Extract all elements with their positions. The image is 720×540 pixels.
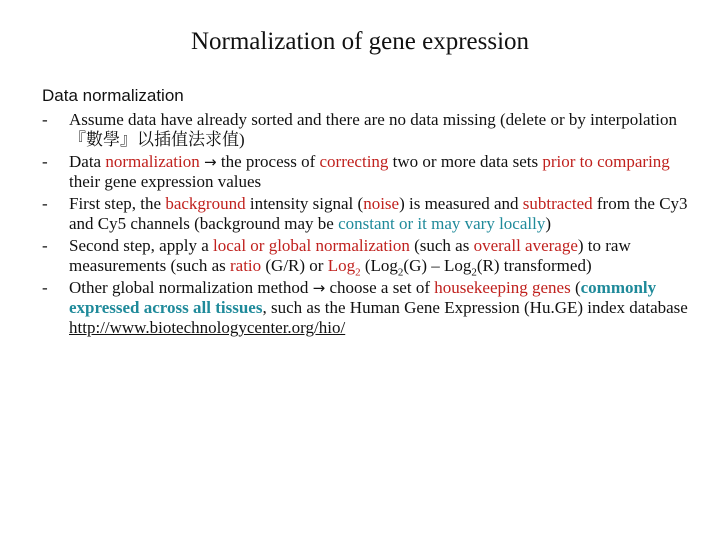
bullet-text: Other global normalization method [69,278,313,297]
bullet-text: Second step, apply a [69,236,213,255]
emphasis-correcting: correcting [319,152,389,171]
bullet-text: ) is measured and [399,194,523,213]
bullet-text: (G) – Log [403,256,472,275]
bullet-dash: - [42,278,48,297]
emphasis-constant-or-local: constant or it may vary locally [338,214,546,233]
arrow-right-icon: → [312,279,326,297]
bullet-item-3 [42,194,692,234]
bullet-dash: - [42,194,48,213]
bullet-item-2 [42,152,692,192]
bullet-text: (R) transformed) [476,256,592,275]
bullet-item-1 [42,110,692,150]
emphasis-ratio: ratio [229,256,262,275]
arrow-right-icon: → [204,153,217,171]
emphasis-log2: Log$_2$ [327,256,361,279]
slide-title: Normalization of gene expression [190,28,530,55]
emphasis-noise: noise [363,194,400,213]
bullet-text: First step, the [69,194,166,213]
bullet-item-5 [42,278,692,338]
emphasis-prior-to-comparing: prior to comparing [542,152,670,171]
emphasis-normalization: normalization [105,152,200,171]
bullet-text: Data [69,152,106,171]
emphasis-commonly-expressed: commonly expressed across all tissues [69,278,657,317]
database-link[interactable]: http://www.biotechnologycenter.org/hio/ [69,318,346,337]
bullet-text: (such as [409,236,474,255]
emphasis-overall-average: overall average [473,236,578,255]
bullet-dash: - [42,110,48,129]
bullet-text: choose a set of [325,278,435,297]
bullet-item-4 [42,236,692,279]
bullet-text: (Log [360,256,398,275]
bullet-dash: - [42,152,48,171]
bullet-text: ) to raw measurements (such as [69,236,631,275]
emphasis-housekeeping-genes: housekeeping genes [434,278,571,297]
bullet-text: their gene expression values [69,172,262,191]
bullet-text: from the Cy3 and Cy5 channels (background may be [69,194,688,233]
subscript: 2 [471,266,477,279]
bullet-list [42,110,692,340]
bullet-text: , such as the Human Gene Expression (Hu.GE) index database [262,298,688,317]
bullet-text: ) [545,214,552,233]
bullet-text: the process of [216,152,320,171]
bullet-dash: - [42,236,48,255]
bullet-text: (G/R) or [261,256,328,275]
section-heading: Data normalization [42,86,184,105]
emphasis-background: background [165,194,246,213]
subscript: 2 [397,266,404,279]
bullet-text: intensity signal ( [245,194,364,213]
emphasis-subtracted: subtracted [522,194,593,213]
bullet-text: two or more data sets [388,152,543,171]
bullet-text: Assume data have already sorted and there are no data missing (delete or by interpolation『數學』以插值法求值) [69,110,678,149]
bullet-text: ( [570,278,581,297]
emphasis-local-global: local or global normalization [213,236,410,255]
